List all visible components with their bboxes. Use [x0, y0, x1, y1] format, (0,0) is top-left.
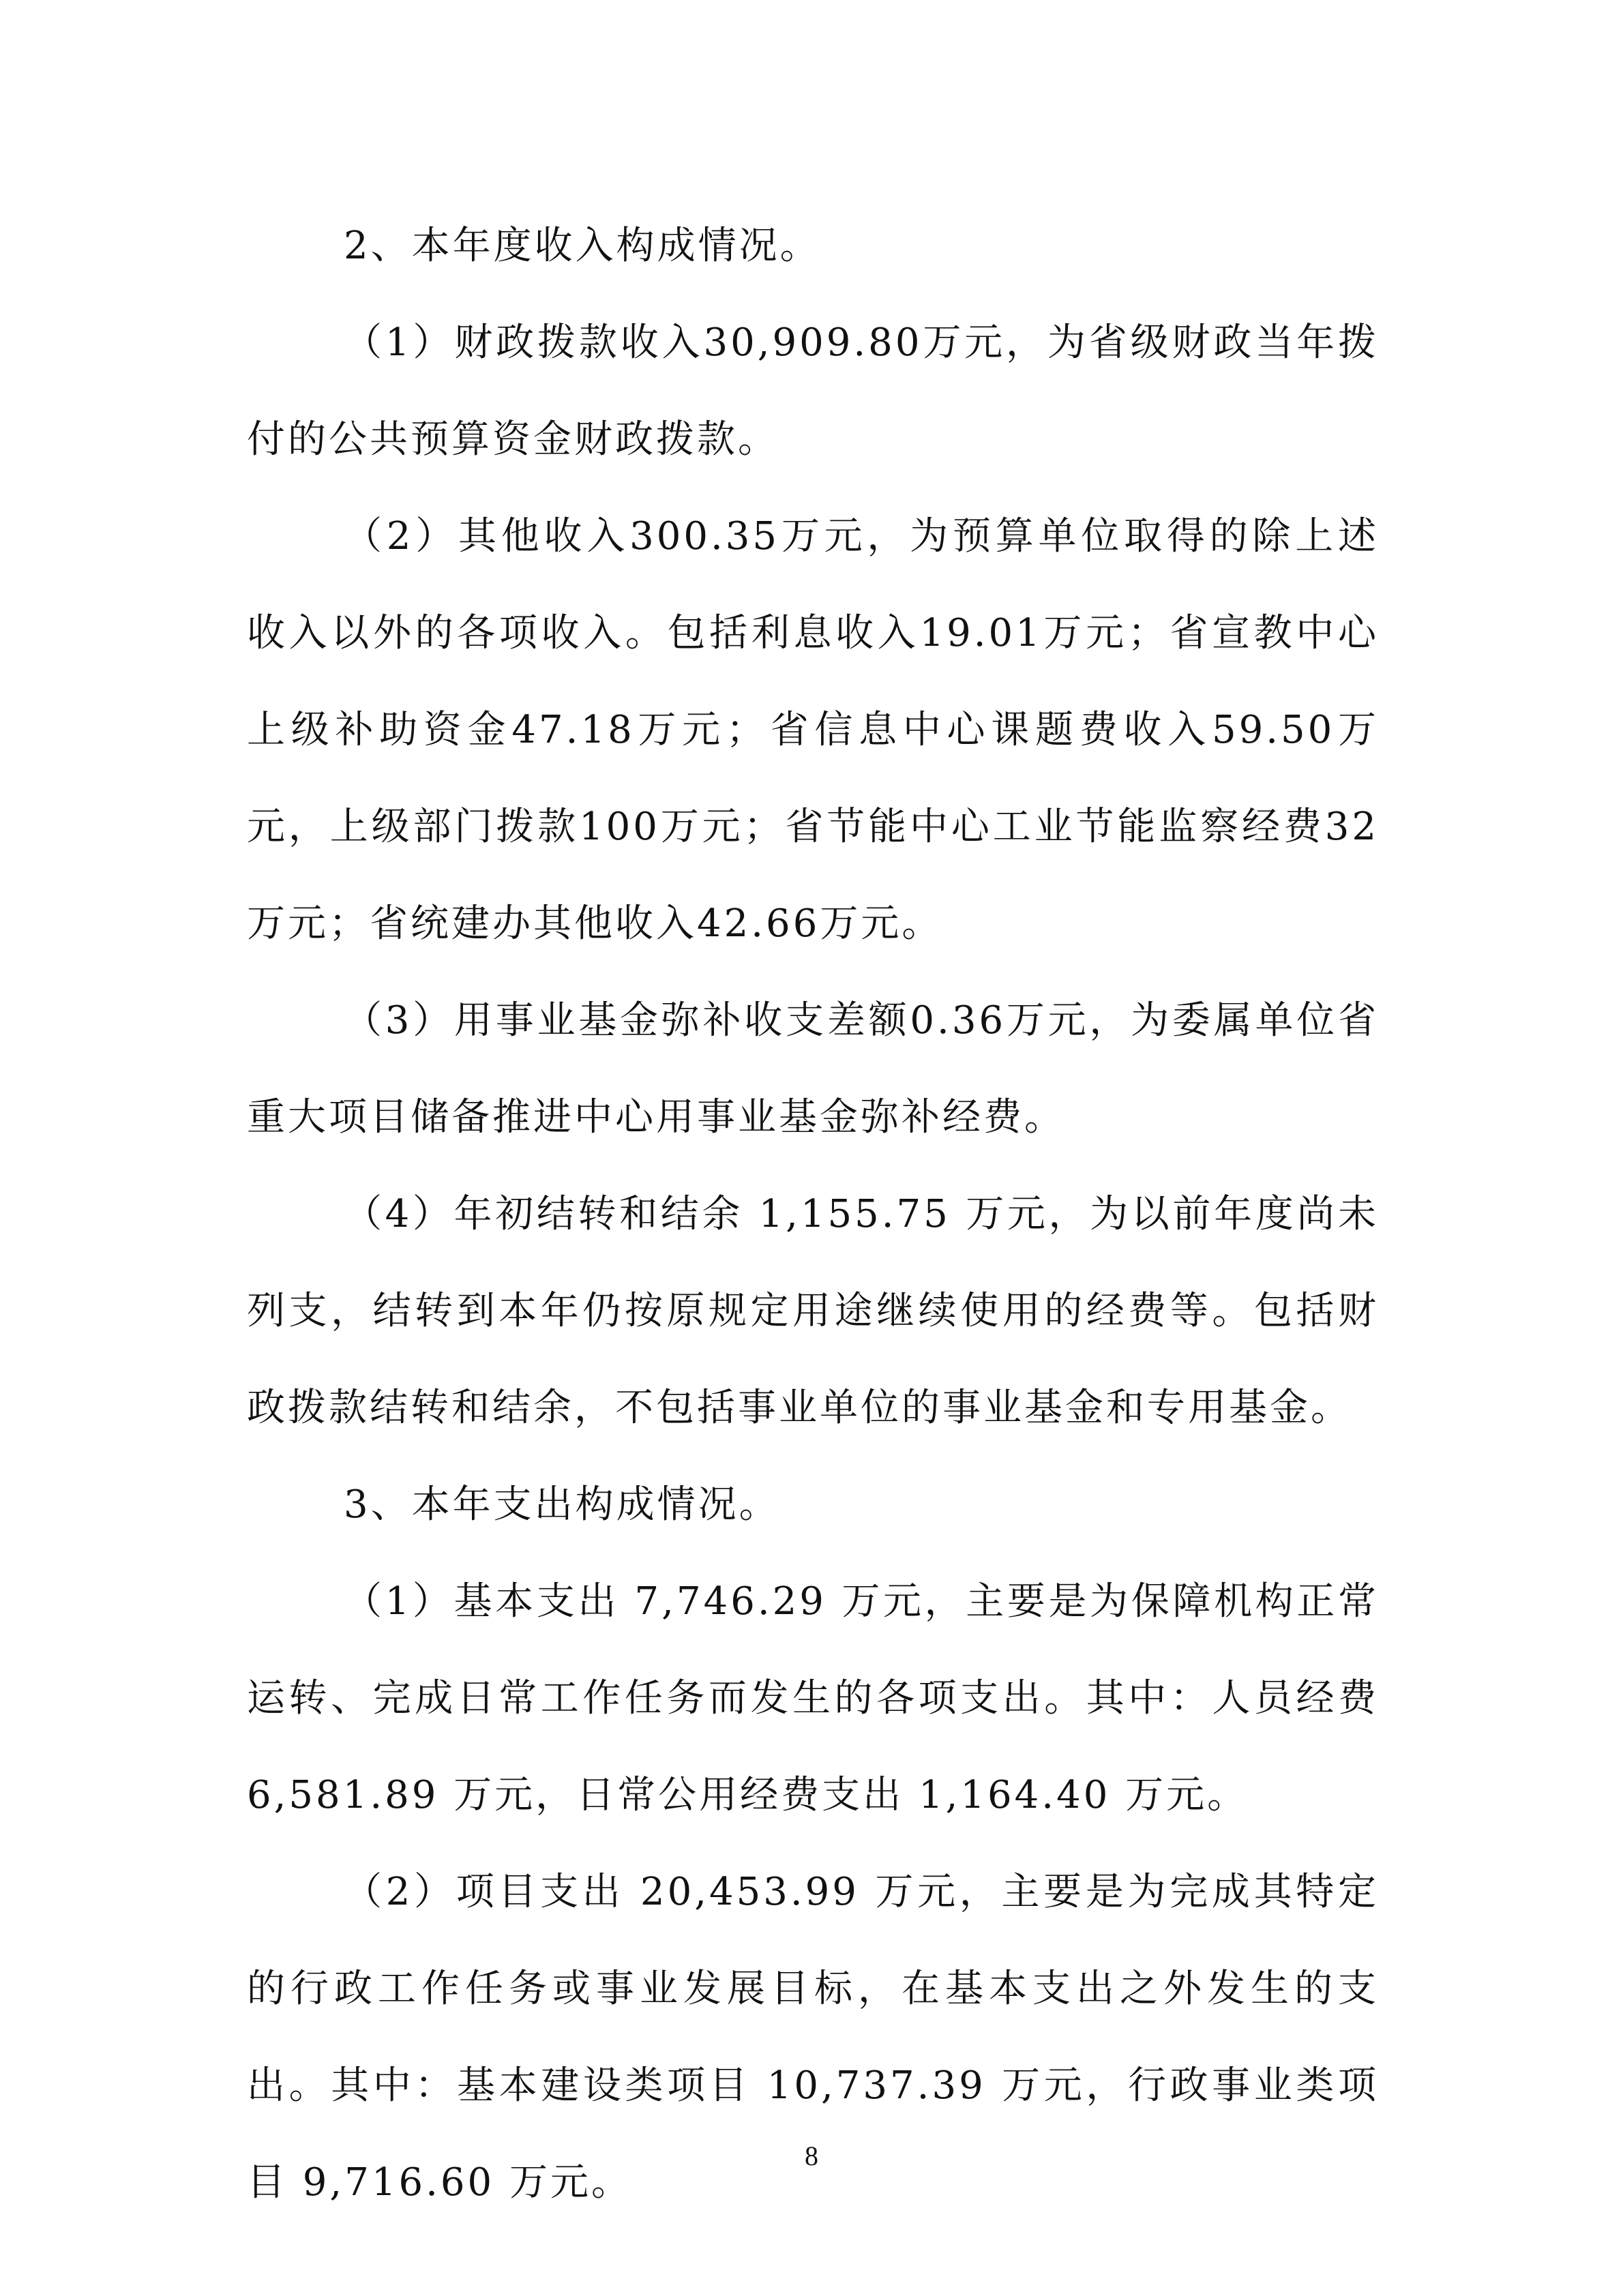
heading-income-composition: 2、本年度收入构成情况。	[344, 224, 821, 268]
paragraph-business-fund-offset: （3）用事业基金弥补收支差额0.36万元，为委属单位省重大项目储备推进中心用事业基金弥补经费。	[247, 998, 1379, 1139]
document-body	[247, 198, 1379, 2231]
page-number: 8	[805, 2141, 818, 2171]
paragraph-fiscal-appropriation-income: （1）财政拨款收入30,909.80万元，为省级财政当年拨付的公共预算资金财政拨款。	[247, 320, 1379, 462]
paragraph-project-expenditure: （2）项目支出 20,453.99 万元，主要是为完成其特定的行政工作任务或事业发展目标，在基本支出之外发生的支出。其中：基本建设类项目 10,737.39 万元，行政事业类项目 9,716.60 万元。	[247, 1870, 1379, 2205]
paragraph-carryover-balance: （4）年初结转和结余 1,155.75 万元，为以前年度尚未列支，结转到本年仍按原规定用途继续使用的经费等。包括财政拨款结转和结余，不包括事业单位的事业基金和专用基金。	[247, 1192, 1379, 1430]
paragraph-other-income: （2）其他收入300.35万元，为预算单位取得的除上述收入以外的各项收入。包括利息收入19.01万元；省宣教中心上级补助资金47.18万元；省信息中心课题费收入59.50万元，上级部门拨款100万元；省节能中心工业节能监察经费32万元；省统建办其他收入42.66万元。	[247, 514, 1379, 946]
paragraph-basic-expenditure: （1）基本支出 7,746.29 万元，主要是为保障机构正常运转、完成日常工作任务而发生的各项支出。其中：人员经费 6,581.89 万元，日常公用经费支出 1,164.40 万元。	[247, 1579, 1379, 1817]
heading-expenditure-composition: 3、本年支出构成情况。	[344, 1482, 780, 1527]
